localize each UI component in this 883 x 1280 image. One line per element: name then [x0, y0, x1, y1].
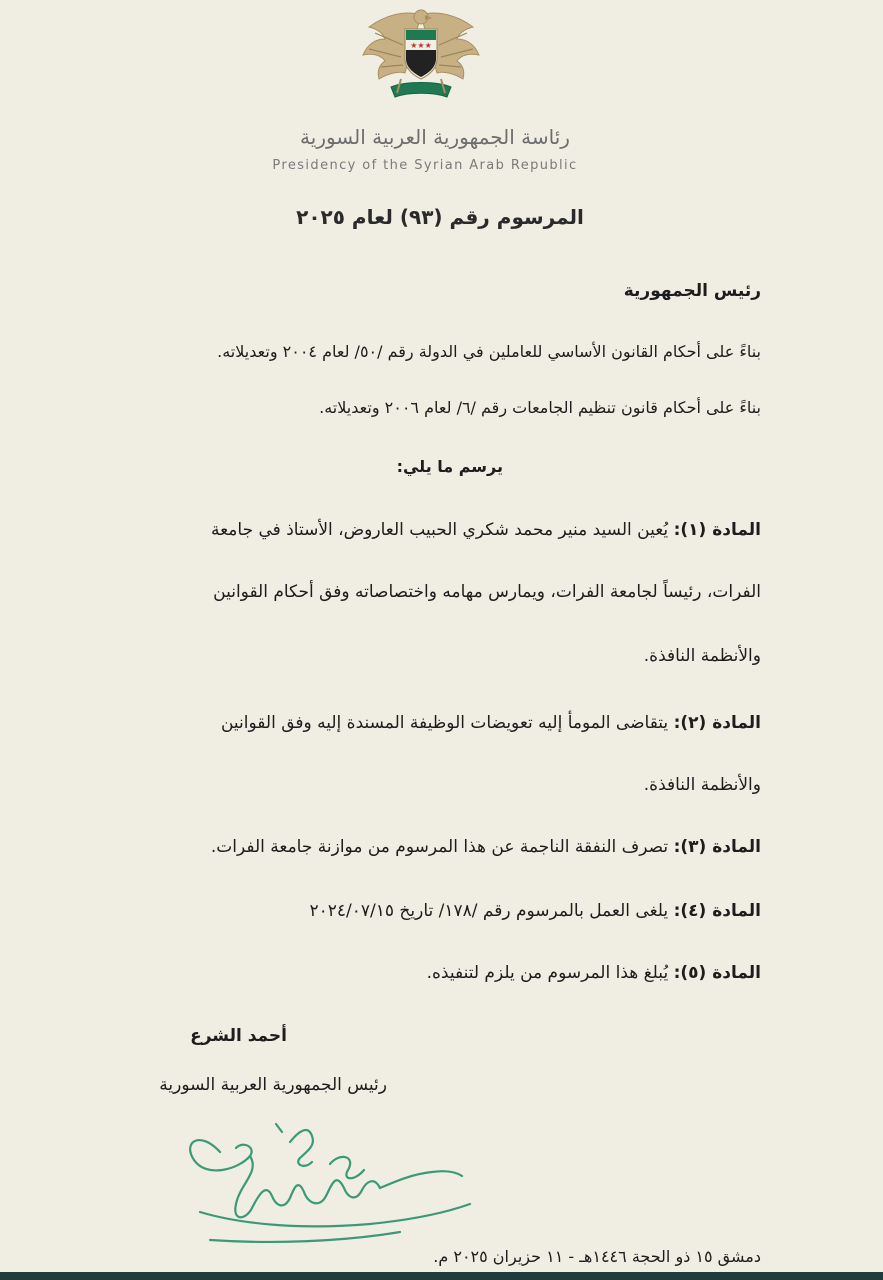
article-3-line-1	[99, 837, 761, 857]
article-1-line-1	[99, 520, 761, 540]
article-5-line-1	[99, 963, 761, 983]
article-4-line-1	[99, 901, 761, 921]
signatory-title: رئيس الجمهورية العربية السورية	[159, 1075, 387, 1095]
article-4-text-1: يلغى العمل بالمرسوم رقم /١٧٨/ تاريخ ٢٠٢٤/٠٧/١٥	[309, 901, 669, 921]
article-2-line-1	[99, 713, 761, 733]
signatory-name: أحمد الشرع	[190, 1026, 287, 1046]
article-5-label: المادة (٥):	[673, 963, 761, 983]
article-1-label: المادة (١):	[673, 520, 761, 540]
handwritten-signature	[180, 1112, 480, 1252]
syrian-eagle-emblem-icon	[355, 5, 487, 105]
bottom-edge	[0, 1272, 883, 1280]
article-5-text-1: يُبلغ هذا المرسوم من يلزم لتنفيذه.	[426, 963, 669, 983]
article-4-label: المادة (٤):	[673, 901, 761, 921]
svg-text:★★★: ★★★	[410, 41, 432, 50]
basis-line-1: بناءً على أحكام القانون الأساسي للعاملين في الدولة رقم /٥٠/ لعام ٢٠٠٤ وتعديلاته.	[217, 342, 761, 361]
article-2-line-2: والأنظمة النافذة.	[643, 775, 761, 795]
basis-line-2: بناءً على أحكام قانون تنظيم الجامعات رقم /٦/ لعام ٢٠٠٦ وتعديلاته.	[319, 398, 761, 417]
article-1-line-2: الفرات، رئيساً لجامعة الفرات، ويمارس مهامه واختصاصاته وفق أحكام القوانين	[213, 582, 761, 602]
article-1-text-1: يُعين السيد منير محمد شكري الحبيب العاروض، الأستاذ في جامعة	[210, 520, 669, 540]
article-3-label: المادة (٣):	[673, 837, 761, 857]
article-1-line-3: والأنظمة النافذة.	[643, 646, 761, 666]
issuer-line: رئيس الجمهورية	[623, 281, 761, 301]
article-2-text-1: يتقاضى المومأ إليه تعويضات الوظيفة المسندة إليه وفق القوانين	[220, 713, 669, 733]
article-3-text-1: تصرف النفقة الناجمة عن هذا المرسوم من موازنة جامعة الفرات.	[210, 837, 669, 857]
presidency-header-arabic: رئاسة الجمهورية العربية السورية	[300, 125, 570, 149]
decrees-intro: يرسم ما يلي:	[396, 457, 503, 476]
presidency-header-english: Presidency of the Syrian Arab Republic	[272, 158, 578, 173]
article-2-label: المادة (٢):	[673, 713, 761, 733]
decree-title: المرسوم رقم (٩٣) لعام ٢٠٢٥	[296, 205, 584, 229]
date-line: دمشق ١٥ ذو الحجة ١٤٤٦هـ - ١١ حزيران ٢٠٢٥ م.	[433, 1247, 761, 1266]
